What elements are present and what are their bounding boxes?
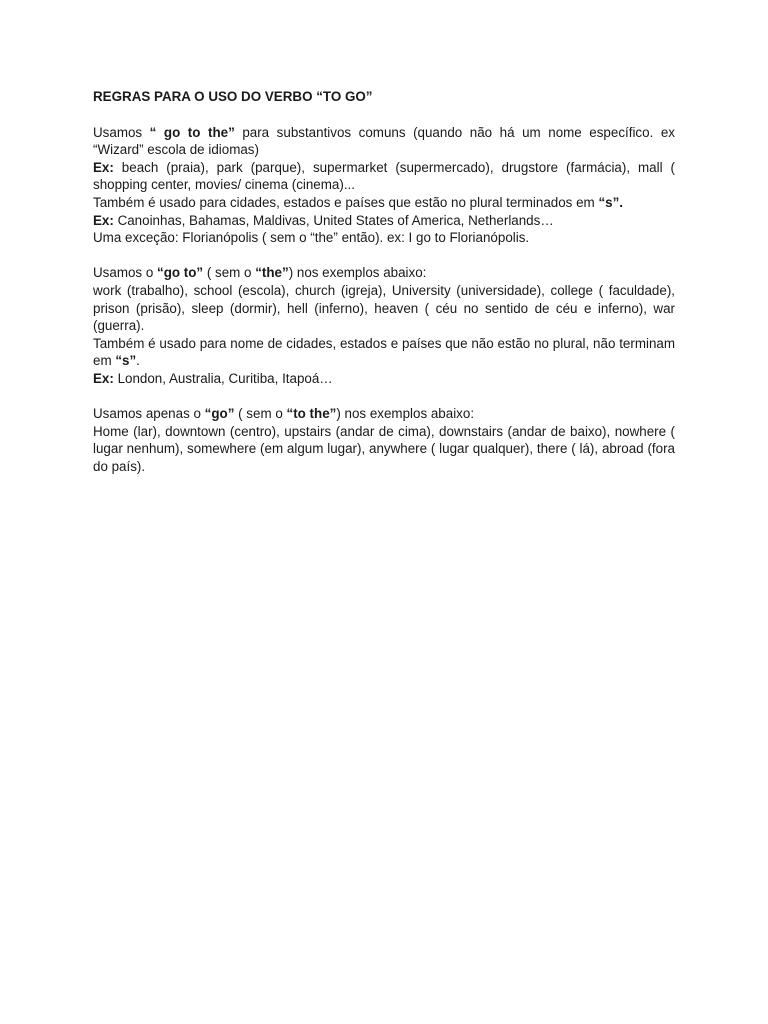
section2-list: work (trabalho), school (escola), church (igreja), University (universidade), college ( faculdade), prison (prisão), sleep (dormir), hell (inferno), heaven ( céu no sentido de céu e inferno), war (guerra). xyxy=(93,282,675,334)
section-go xyxy=(93,405,675,475)
paragraph-gap xyxy=(93,388,675,406)
section-go-to-the xyxy=(93,124,675,247)
section3-list: Home (lar), downtown (centro), upstairs (andar de cima), downstairs (andar de baixo), nowhere ( lugar nenhum), somewhere (em algum lugar), anywhere ( lugar qualquer), there ( lá), abroad (fora do país). xyxy=(93,423,675,474)
section3-intro: Usamos apenas o “go” ( sem o “to the”) nos exemplos abaixo: xyxy=(93,406,475,422)
document-page xyxy=(93,88,675,475)
section1-examples: Ex: beach (praia), park (parque), supermarket (supermercado), drugstore (farmácia), mall ( shopping center, movies/ cinema (cinema)... xyxy=(93,159,675,193)
section1-exception: Uma exceção: Florianópolis ( sem o “the” então). ex: I go to Florianópolis. xyxy=(93,230,530,246)
section1-plural-examples: Ex: Canoinhas, Bahamas, Maldivas, United States of America, Netherlands… xyxy=(93,212,554,228)
document-title: REGRAS PARA O USO DO VERBO “TO GO” xyxy=(93,89,373,104)
section2-names-rule: Também é usado para nome de cidades, estados e países que não estão no plural, não terminam em “s”. xyxy=(93,335,675,369)
section2-intro: Usamos o “go to” ( sem o “the”) nos exemplos abaixo: xyxy=(93,265,427,281)
paragraph-gap xyxy=(93,247,675,265)
section-go-to xyxy=(93,264,675,387)
section2-examples: Ex: London, Australia, Curitiba, Itapoá… xyxy=(93,370,333,386)
section1-plural-rule: Também é usado para cidades, estados e países que estão no plural terminados em “s”. xyxy=(93,194,623,210)
section1-intro: Usamos “ go to the” para substantivos comuns (quando não há um nome específico. ex “Wizard” escola de idiomas) xyxy=(93,124,675,158)
